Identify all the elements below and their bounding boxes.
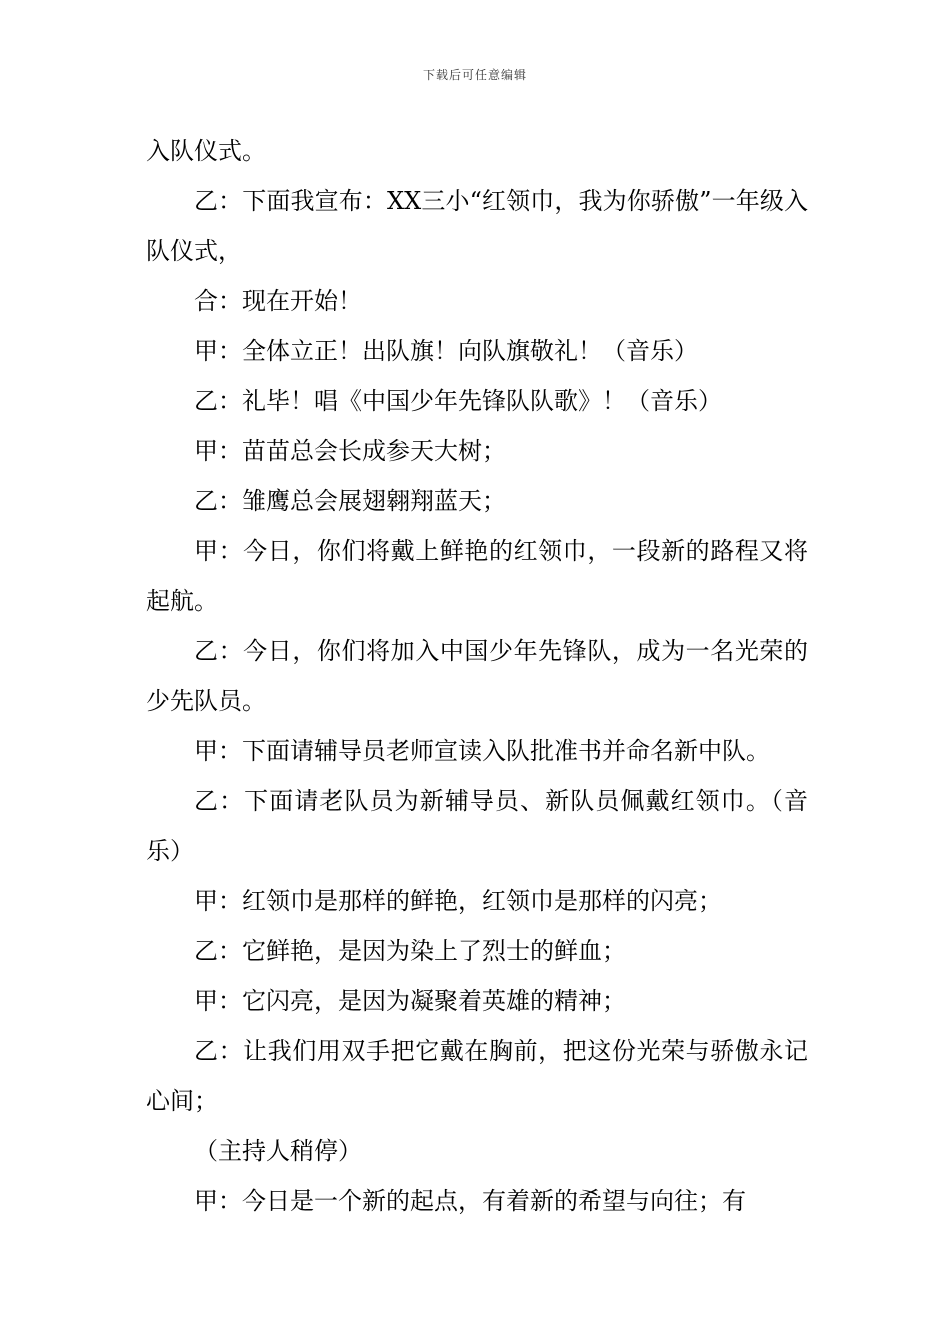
page-header: 下载后可任意编辑 <box>422 68 527 82</box>
paragraph: 乙：它鲜艳，是因为染上了烈士的鲜血； <box>194 937 626 965</box>
paragraph: 乙：下面请老队员为新辅导员、新队员佩戴红领巾。（音乐） <box>146 787 808 865</box>
paragraph: 甲：它闪亮，是因为凝聚着英雄的精神； <box>194 987 626 1015</box>
paragraph: 合：现在开始！ <box>194 287 362 315</box>
paragraph: 甲：红领巾是那样的鲜艳，红领巾是那样的闪亮； <box>194 887 722 915</box>
paragraph: 甲：今日是一个新的起点，有着新的希望与向往；有 <box>194 1187 746 1215</box>
paragraph: 乙：雏鹰总会展翅翱翔蓝天； <box>194 487 506 515</box>
paragraph: （主持人稍停） <box>194 1137 362 1165</box>
document-body <box>146 126 808 1226</box>
paragraph: 乙：礼毕！唱《中国少年先锋队队歌》！（音乐） <box>194 387 722 415</box>
paragraph: 乙：让我们用双手把它戴在胸前，把这份光荣与骄傲永记心间； <box>146 1037 808 1115</box>
paragraph: 入队仪式。 <box>146 137 266 165</box>
paragraph: 甲：下面请辅导员老师宣读入队批准书并命名新中队。 <box>194 737 770 765</box>
paragraph: 乙：下面我宣布：XX三小“红领巾，我为你骄傲”一年级入队仪式， <box>146 187 808 265</box>
paragraph: 甲：苗苗总会长成参天大树； <box>194 437 506 465</box>
paragraph: 乙：今日，你们将加入中国少年先锋队，成为一名光荣的少先队员。 <box>146 637 808 715</box>
paragraph: 甲：今日，你们将戴上鲜艳的红领巾，一段新的路程又将起航。 <box>146 537 808 615</box>
paragraph: 甲：全体立正！出队旗！向队旗敬礼！（音乐） <box>194 337 698 365</box>
